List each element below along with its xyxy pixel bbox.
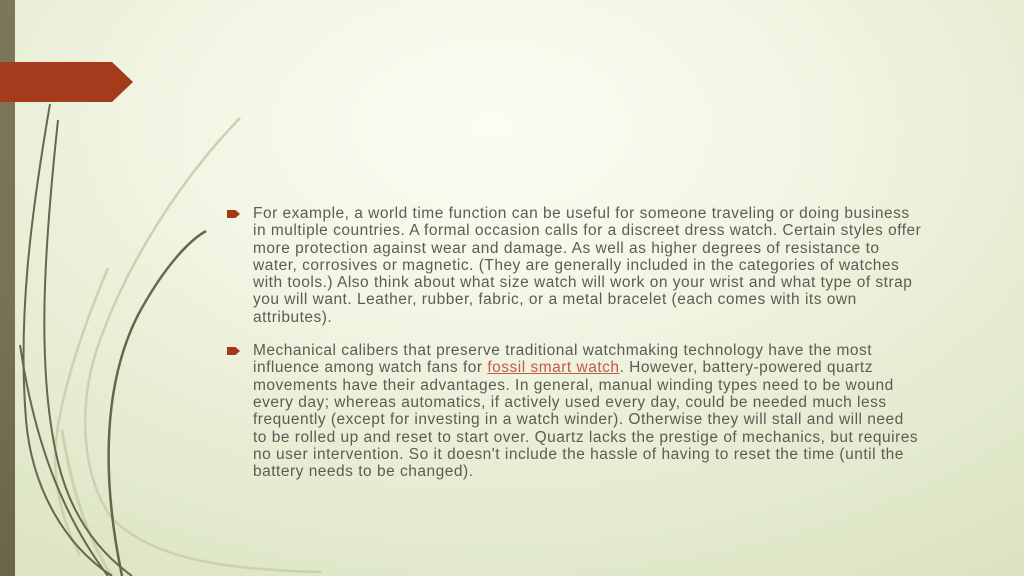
text-segment: For example, a world time function can be useful for someone traveling or doing business <box>253 205 910 222</box>
text-segment: Mechanical calibers that preserve traditional watchmaking technology have the most <box>253 342 873 360</box>
text-segment: attributes). <box>253 308 333 326</box>
text-line <box>253 291 1024 308</box>
text-line <box>253 359 1024 376</box>
text-line <box>253 309 1024 326</box>
text-segment: battery needs to be changed). <box>253 463 474 481</box>
text-line <box>253 205 1024 222</box>
bullet-arrow-icon <box>227 347 240 355</box>
bullet-paragraph <box>227 205 1024 326</box>
text-line <box>253 394 1024 411</box>
text-segment: movements have their advantages. In general, manual winding types need to be wound <box>253 376 894 394</box>
text-segment: every day; whereas automatics, if actively used every day, could be needed much less <box>253 393 887 411</box>
text-line <box>253 240 1024 257</box>
text-line <box>253 274 1024 291</box>
text-line <box>253 411 1024 428</box>
text-line <box>253 377 1024 394</box>
text-line <box>253 429 1024 446</box>
text-segment: with tools.) Also think about what size watch will work on your wrist and what type of strap <box>253 274 913 292</box>
text-segment: . However, battery-powered quartz <box>619 359 873 377</box>
text-segment: no user intervention. So it doesn't include the hassle of having to reset the time (until the <box>253 445 904 463</box>
text-segment: frequently (except for investing in a watch winder). Otherwise they will stall and will need <box>253 411 904 429</box>
text-line <box>253 257 1024 274</box>
fossil-smart-watch-link[interactable]: fossil smart watch <box>487 359 620 377</box>
text-segment: more protection against wear and damage. As well as higher degrees of resistance to <box>253 239 880 257</box>
bullet-arrow-icon <box>227 210 240 218</box>
text-line <box>253 222 1024 239</box>
text-segment: influence among watch fans for <box>253 359 488 377</box>
text-segment: you will want. Leather, rubber, fabric, or a metal bracelet (each comes with its own <box>253 291 857 309</box>
text-line <box>253 342 1024 359</box>
slide-body-text <box>227 205 1024 496</box>
text-line <box>253 446 1024 463</box>
arrow-accent-icon <box>0 0 140 110</box>
text-line <box>253 463 1024 480</box>
text-segment: in multiple countries. A formal occasion calls for a discreet dress watch. Certain styles offer <box>253 222 922 240</box>
text-segment: water, corrosives or magnetic. (They are generally included in the categories of watches <box>253 256 900 274</box>
text-segment: to be rolled up and reset to start over. Quartz lacks the prestige of mechanics, but requires <box>253 428 919 446</box>
bullet-paragraph <box>227 342 1024 480</box>
